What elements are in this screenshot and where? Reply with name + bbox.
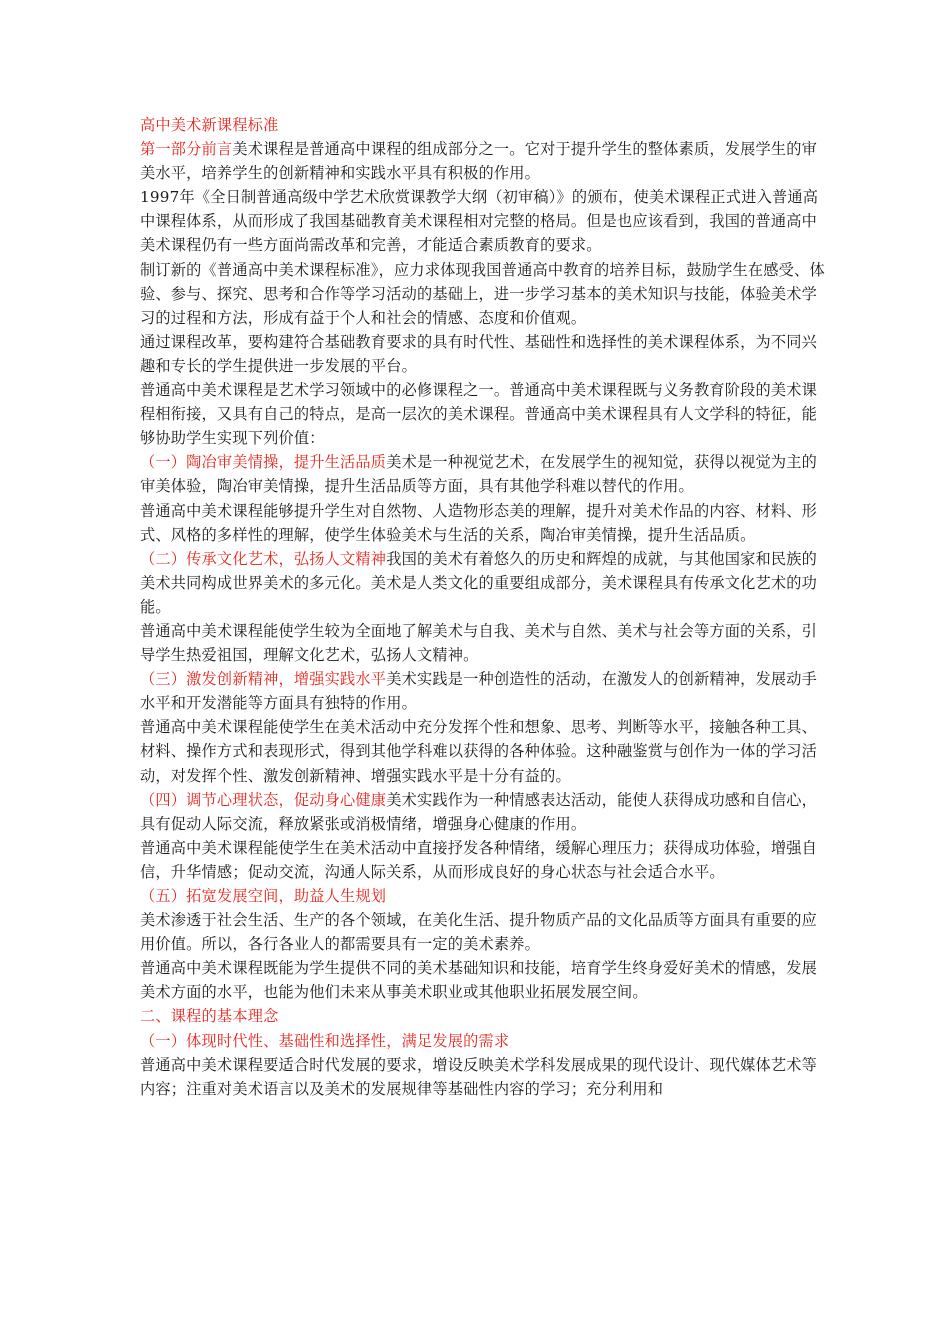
paragraph-reform: 通过课程改革，要构建符合基础教育要求的具有时代性、基础性和选择性的美术课程体系，为不同兴趣和专长的学生提供进一步发展的平台。 — [140, 332, 818, 375]
value-heading-4: （四）调节心理状态，促动身心健康 — [140, 790, 387, 809]
subsection-text-1: 普通高中美术课程要适合时代发展的要求，增设反映美术学科发展成果的现代设计、现代媒体艺术等内容；注重对美术语言以及美术的发展规律等基础性内容的学习；充分利用和 — [140, 1055, 818, 1098]
value-text-5: 美术渗透于社会生活、生产的各个领域，在美化生活、提升物质产品的文化品质等方面具有重要的应用价值。所以，各行各业人的都需要具有一定的美术素养。 — [140, 911, 818, 954]
paragraph-values-intro: 普通高中美术课程是艺术学习领域中的必修课程之一。普通高中美术课程既与义务教育阶段的美术课程相衔接，又具有自己的特点，是高一层次的美术课程。普通高中美术课程具有人文学科的特征，能够协助学生实现下列价值： — [140, 381, 818, 448]
document-title: 高中美术新课程标准 — [140, 116, 279, 134]
value-heading-5: （五）拓宽发展空间，助益人生规划 — [140, 887, 387, 905]
section-heading-concepts: 二、课程的基本理念 — [140, 1007, 279, 1026]
value-item-1 — [140, 450, 830, 498]
paragraph-preface — [140, 137, 830, 185]
value-item-4 — [140, 788, 830, 836]
value-item-3 — [140, 667, 830, 715]
value-text-3: 美术实践是一种创造性的活动，在激发人的创新精神，发展动手水平和开发潜能等方面具有独特的作用。 — [140, 670, 818, 713]
paragraph-history: 1997年《全日制普通高级中学艺术欣赏课教学大纲（初审稿）》的颁布，使美术课程正式进入普通高中课程体系，从而形成了我国基础教育美术课程相对完整的格局。但是也应该看到，我国的普通高中美术课程仍有一些方面尚需改革和完善，才能适合素质教育的要求。 — [140, 188, 819, 255]
value-text-1: 美术是一种视觉艺术，在发展学生的视知觉，获得以视觉为主的审美体验，陶冶审美情操，提升生活品质等方面，具有其他学科难以替代的作用。 — [140, 453, 818, 496]
value-item-2 — [140, 547, 830, 619]
document-body — [140, 113, 830, 1101]
value-detail-4: 普通高中美术课程能使学生在美术活动中直接抒发各种情绪，缓解心理压力；获得成功体验，增强自信，升华情感；促动交流，沟通人际关系，从而形成良好的身心状态与社会适合水平。 — [140, 838, 818, 881]
value-heading-2: （二）传承文化艺术，弘扬人文精神 — [140, 549, 387, 568]
paragraph-standard: 制订新的《普通高中美术课程标准》，应力求体现我国普通高中教育的培养目标，鼓励学生在感受、体验、参与、探究、思考和合作等学习活动的基础上，进一步学习基本的美术知识与技能，体验美术学习的过程和方法，形成有益于个人和社会的情感、态度和价值观。 — [140, 260, 825, 327]
paragraph-text: 美术课程是普通高中课程的组成部分之一。它对于提升学生的整体素质，发展学生的审美水平，培养学生的创新精神和实践水平具有积极的作用。 — [140, 140, 818, 183]
value-detail-2: 普通高中美术课程能使学生较为全面地了解美术与自我、美术与自然、美术与社会等方面的关系，引导学生热爱祖国，理解文化艺术，弘扬人文精神。 — [140, 621, 818, 665]
subsection-heading-1: （一）体现时代性、基础性和选择性，满足发展的需求 — [140, 1031, 510, 1050]
section-heading-preface: 第一部分前言 — [140, 140, 233, 159]
value-detail-1: 普通高中美术课程能够提升学生对自然物、人造物形态美的理解，提升对美术作品的内容、材料、形式、风格的多样性的理解，使学生体验美术与生活的关系，陶冶审美情操，提升生活品质。 — [140, 501, 818, 544]
value-detail-5: 普通高中美术课程既能为学生提供不同的美术基础知识和技能，培育学生终身爱好美术的情感，发展美术方面的水平，也能为他们未来从事美术职业或其他职业拓展发展空间。 — [140, 959, 818, 1002]
value-heading-1: （一）陶冶审美情操，提升生活品质 — [140, 453, 387, 472]
value-heading-3: （三）激发创新精神，增强实践水平 — [140, 670, 387, 689]
value-detail-3: 普通高中美术课程能使学生在美术活动中充分发挥个性和想象、思考、判断等水平，接触各种工具、材料、操作方式和表现形式，得到其他学科难以获得的各种体验。这种融鉴赏与创作为一体的学习活动，对发挥个性、激发创新精神、增强实践水平是十分有益的。 — [140, 718, 818, 785]
value-text-2: 我国的美术有着悠久的历史和辉煌的成就，与其他国家和民族的美术共同构成世界美术的多元化。美术是人类文化的重要组成部分，美术课程具有传承文化艺术的功能。 — [140, 549, 818, 616]
value-text-4: 美术实践作为一种情感表达活动，能使人获得成功感和自信心，具有促动人际交流，释放紧张或消极情绪，增强身心健康的作用。 — [140, 790, 818, 833]
